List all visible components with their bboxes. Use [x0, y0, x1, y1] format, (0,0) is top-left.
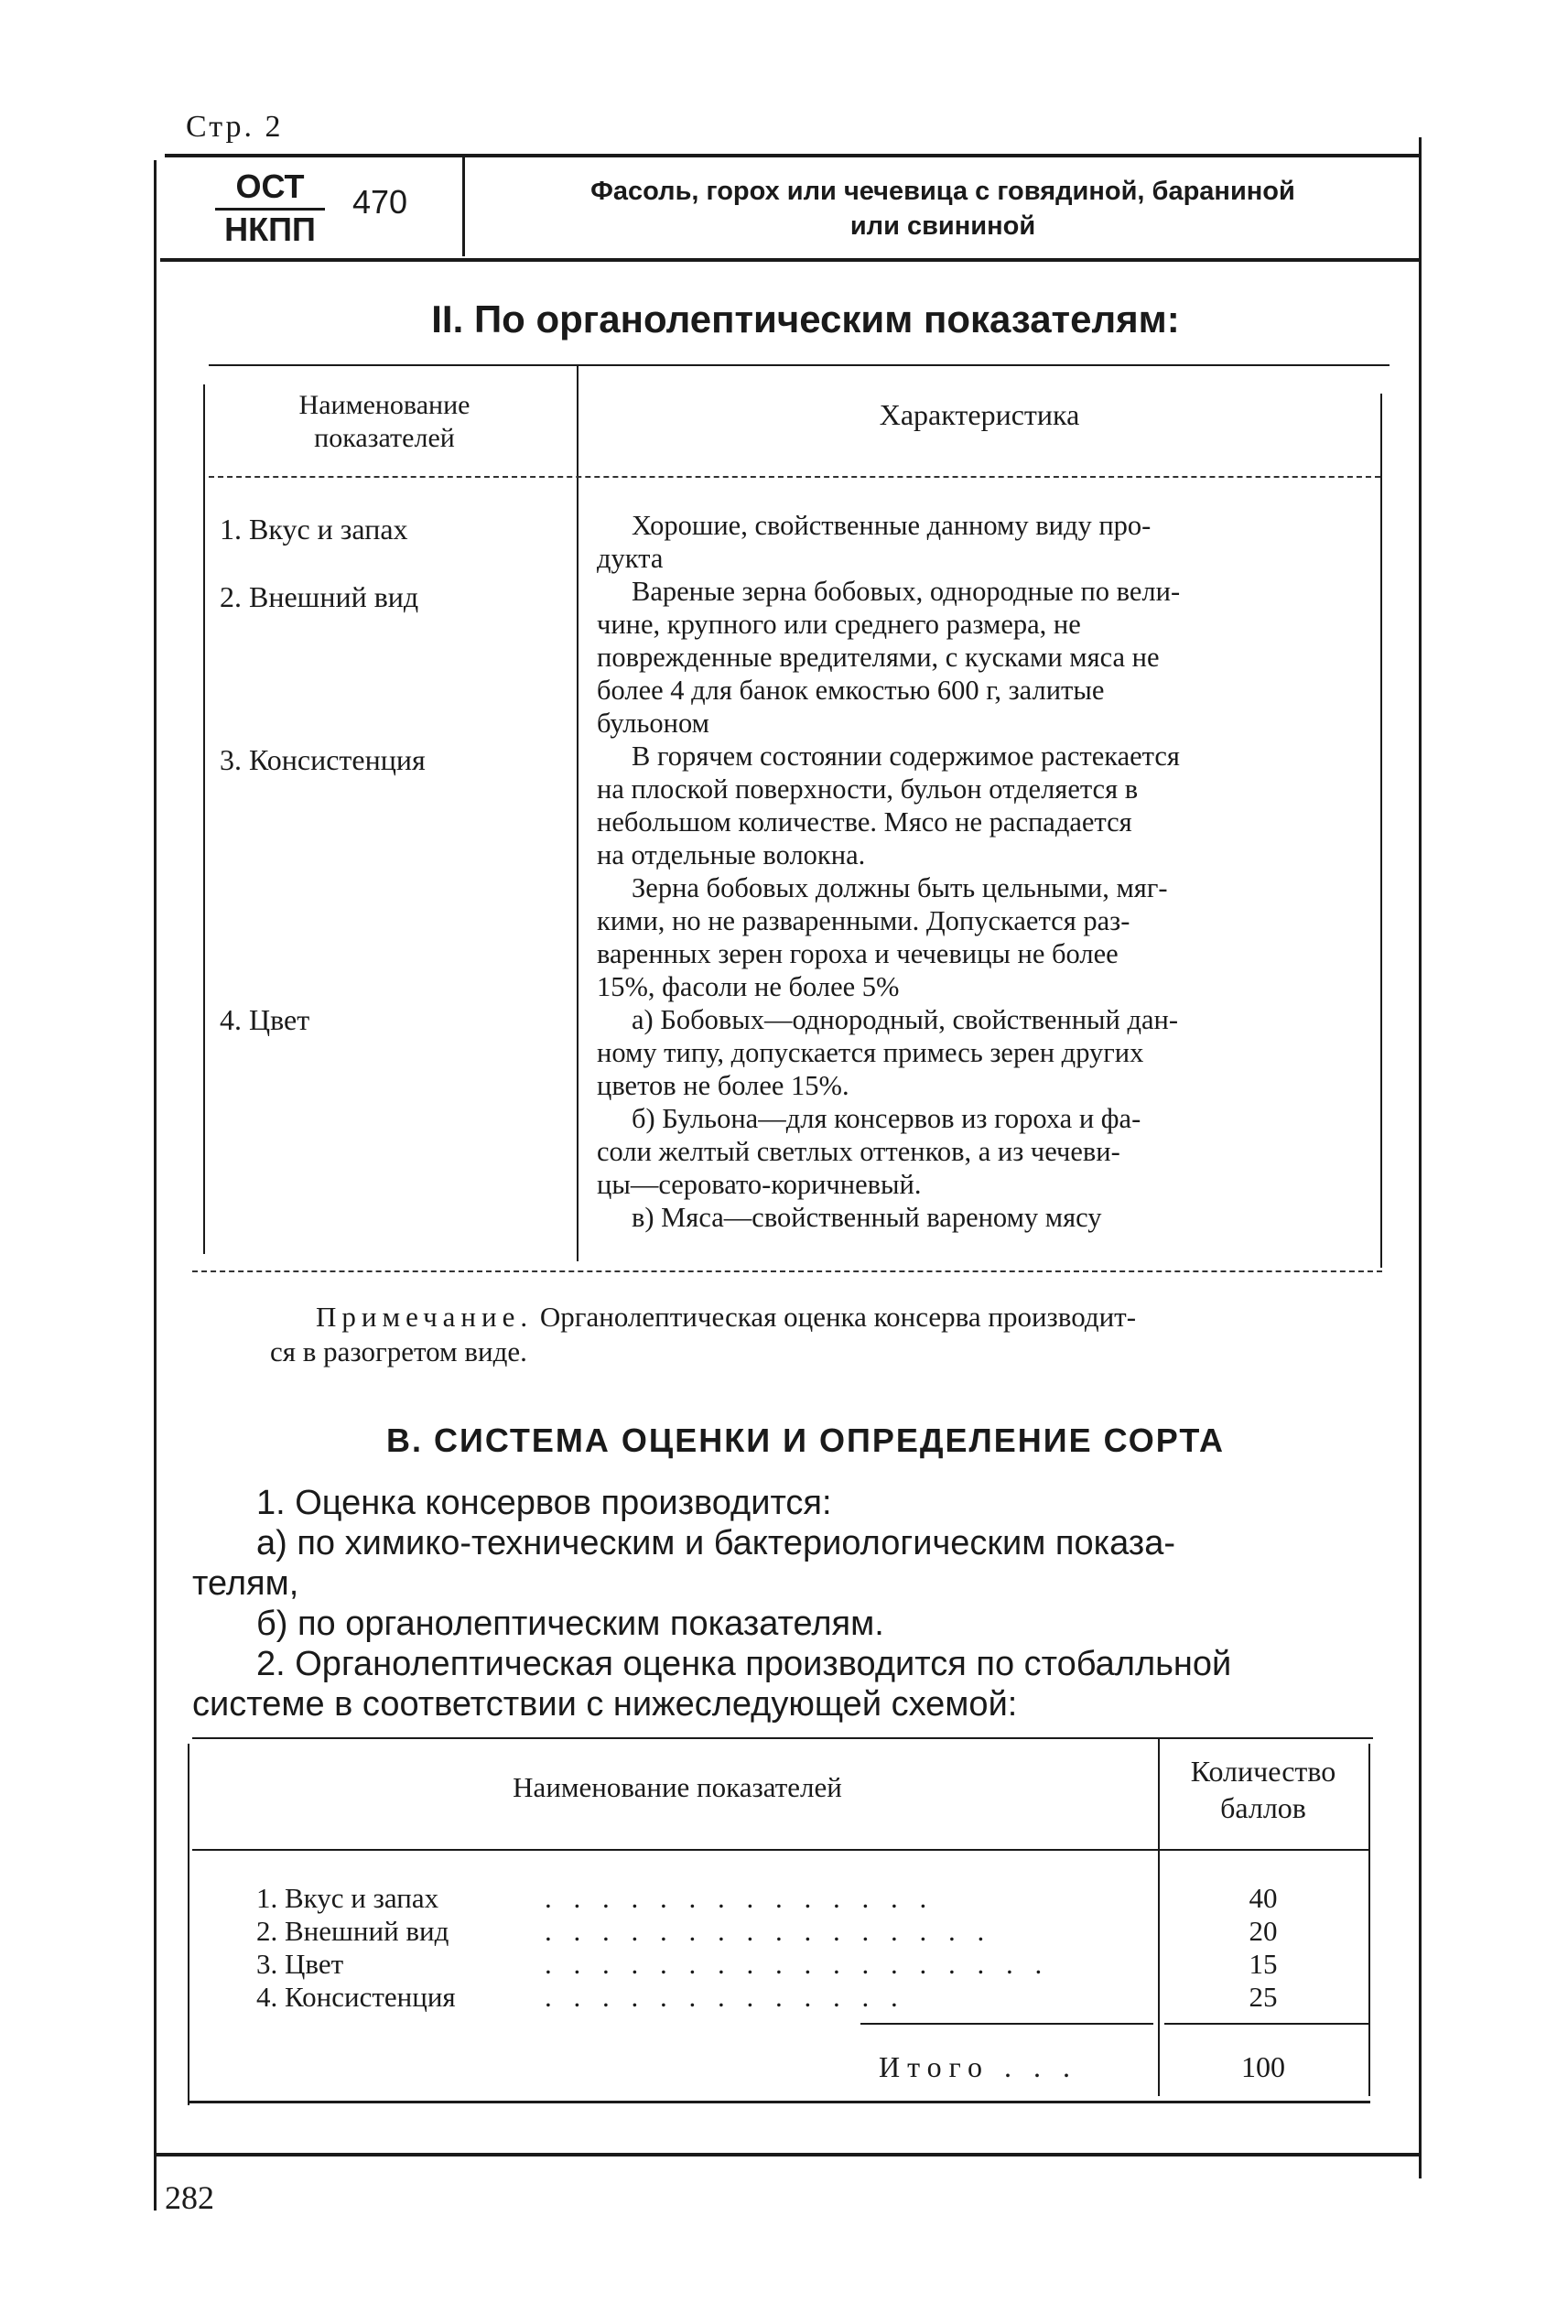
char-line: соли желтый светлых оттенков, а из чечеви- [597, 1136, 1120, 1167]
note [270, 1300, 1378, 1369]
section-ii-title: II. По органолептическим показателям: [431, 297, 1180, 340]
char-line: Вареные зерна бобовых, однородные по вели- [632, 576, 1181, 607]
char-line: ному типу, допускается примесь зерен других [597, 1037, 1144, 1068]
char-line: 15%, фасоли не более 5% [597, 971, 900, 1002]
ost-number: 470 [352, 183, 408, 221]
table1-row-characteristic [597, 509, 1366, 575]
table2-header-score [1162, 1753, 1364, 1826]
char-line: дукта [597, 543, 664, 574]
table2-row-value: 15 [1249, 1948, 1278, 1980]
table2-total-value: 100 [1241, 2050, 1285, 2083]
table2-left-border [188, 1744, 189, 2105]
paragraph-3: б) по органолептическим показателям. [256, 1605, 884, 1643]
table2-row-name: 4. Консистенция [256, 1981, 456, 2013]
frame-left [154, 160, 157, 2211]
page-label: Стр. 2 [186, 110, 284, 144]
char-line: Хорошие, свойственные данному виду про- [632, 510, 1152, 541]
paragraph-4 [192, 1644, 1400, 1724]
table2-row-name: 2. Внешний вид [256, 1915, 449, 1947]
table2-bottom-rule [188, 2101, 1370, 2103]
table2-row-leader: . . . . . . . . . . . . . . . . [545, 1915, 992, 1947]
table1-row-name: 2. Внешний вид [220, 580, 419, 613]
paragraph-2-line-2: телям, [192, 1564, 299, 1603]
footer-rule [156, 2153, 1419, 2156]
paragraph-1: 1. Оценка консервов производится: [256, 1484, 832, 1522]
char-line: поврежденные вредителями, с кусками мяса не [597, 642, 1160, 673]
table2-row-leader: . . . . . . . . . . . . . . . . . . [545, 1948, 1050, 1980]
paragraph-4-line-2: системе в соответствии с нижеследующей схемой: [192, 1685, 1018, 1724]
table2-header-name: Наименование показателей [513, 1771, 842, 1803]
title-line-1: Фасоль, горох или чечевица с говядиной, бараниной [590, 177, 1295, 206]
table1-right-border [1380, 394, 1382, 1268]
table2-row-value: 20 [1249, 1915, 1278, 1947]
char-line: цы—серовато-коричневый. [597, 1169, 922, 1200]
table1-row-characteristic [597, 575, 1366, 740]
table1-header-name-line1: Наименование [298, 390, 470, 420]
section-b-title: В. СИСТЕМА ОЦЕНКИ И ОПРЕДЕЛЕНИЕ СОРТА [385, 1421, 1226, 1459]
table1-row-name: 1. Вкус и запах [220, 513, 408, 546]
table2-subtotal-rule-right [1164, 2023, 1368, 2025]
header-bottom-rule [160, 258, 1419, 262]
header-divider [462, 157, 465, 256]
document-title [494, 174, 1391, 243]
page-number: 282 [165, 2179, 214, 2216]
char-line: варенных зерен гороха и чечевицы не более [597, 938, 1119, 969]
frame-right [1419, 137, 1422, 2178]
table2-row-name: 3. Цвет [256, 1948, 344, 1980]
table1-row-name: 4. Цвет [220, 1003, 310, 1036]
table2-total-label: Итого . . . [879, 2050, 1077, 2083]
table1-header-name [211, 389, 558, 455]
nkpp-text: НКПП [224, 211, 316, 248]
char-line: В горячем состоянии содержимое растекается [632, 740, 1180, 772]
char-line: цветов не более 15%. [597, 1070, 849, 1101]
paragraph-2-line-1: а) по химико-техническим и бактериологическим показа- [256, 1524, 1175, 1562]
table2-row-leader: . . . . . . . . . . . . . . [545, 1882, 935, 1914]
top-rule [165, 154, 1419, 157]
note-text-continued: ся в разогретом виде. [270, 1335, 527, 1367]
char-line: на отдельные волокна. [597, 839, 866, 870]
table1-top-rule [209, 364, 1390, 366]
char-line: бульоном [597, 708, 709, 739]
table1-header-rule [209, 476, 1380, 478]
table2-header-score-line1: Количество [1190, 1755, 1336, 1788]
table2-header-score-line2: баллов [1220, 1791, 1306, 1824]
char-line: небольшом количестве. Мясо не распадается [597, 806, 1132, 838]
table1-bottom-rule [192, 1270, 1382, 1272]
char-line: кими, но не разваренными. Допускается раз- [597, 905, 1130, 936]
table2-header-rule [192, 1849, 1368, 1851]
paragraph-4-line-1: 2. Органолептическая оценка производится по стобалльной [256, 1645, 1232, 1683]
char-line: а) Бобовых—однородный, свойственный дан- [632, 1004, 1179, 1035]
ost-text: ОСТ [215, 168, 325, 211]
note-label: Примечание. [316, 1301, 534, 1333]
table2-row-name: 1. Вкус и запах [256, 1882, 439, 1914]
char-line: на плоской поверхности, бульон отделяется в [597, 773, 1139, 805]
paragraph-2 [192, 1523, 1382, 1604]
char-line: чине, крупного или среднего размера, не [597, 609, 1081, 640]
table2-row-value: 40 [1249, 1882, 1278, 1914]
table2-subtotal-rule-left [860, 2023, 1153, 2025]
table2-top-rule [192, 1737, 1373, 1739]
char-line: более 4 для банок емкостью 600 г, залитые [597, 675, 1105, 706]
table2-row-leader: . . . . . . . . . . . . . [545, 1981, 905, 2013]
note-text: Органолептическая оценка консерва производит- [539, 1301, 1137, 1333]
char-line: Зерна бобовых должны быть цельными, мяг- [632, 872, 1168, 903]
table1-header-characteristic: Характеристика [879, 398, 1080, 431]
char-line: б) Бульона—для консервов из гороха и фа- [632, 1103, 1141, 1134]
table1-row-name: 3. Консистенция [220, 743, 426, 776]
table1-col-divider [577, 364, 579, 1261]
table2-row-value: 25 [1249, 1981, 1278, 2013]
ost-label [178, 168, 362, 249]
table1-row-characteristic [597, 1003, 1366, 1234]
title-line-2: или свининой [849, 211, 1036, 241]
char-line: в) Мяса—свойственный вареному мясу [632, 1202, 1102, 1233]
table1-row-characteristic [597, 740, 1366, 1003]
table1-left-border [203, 384, 205, 1254]
table1-header-name-line2: показателей [314, 423, 455, 453]
